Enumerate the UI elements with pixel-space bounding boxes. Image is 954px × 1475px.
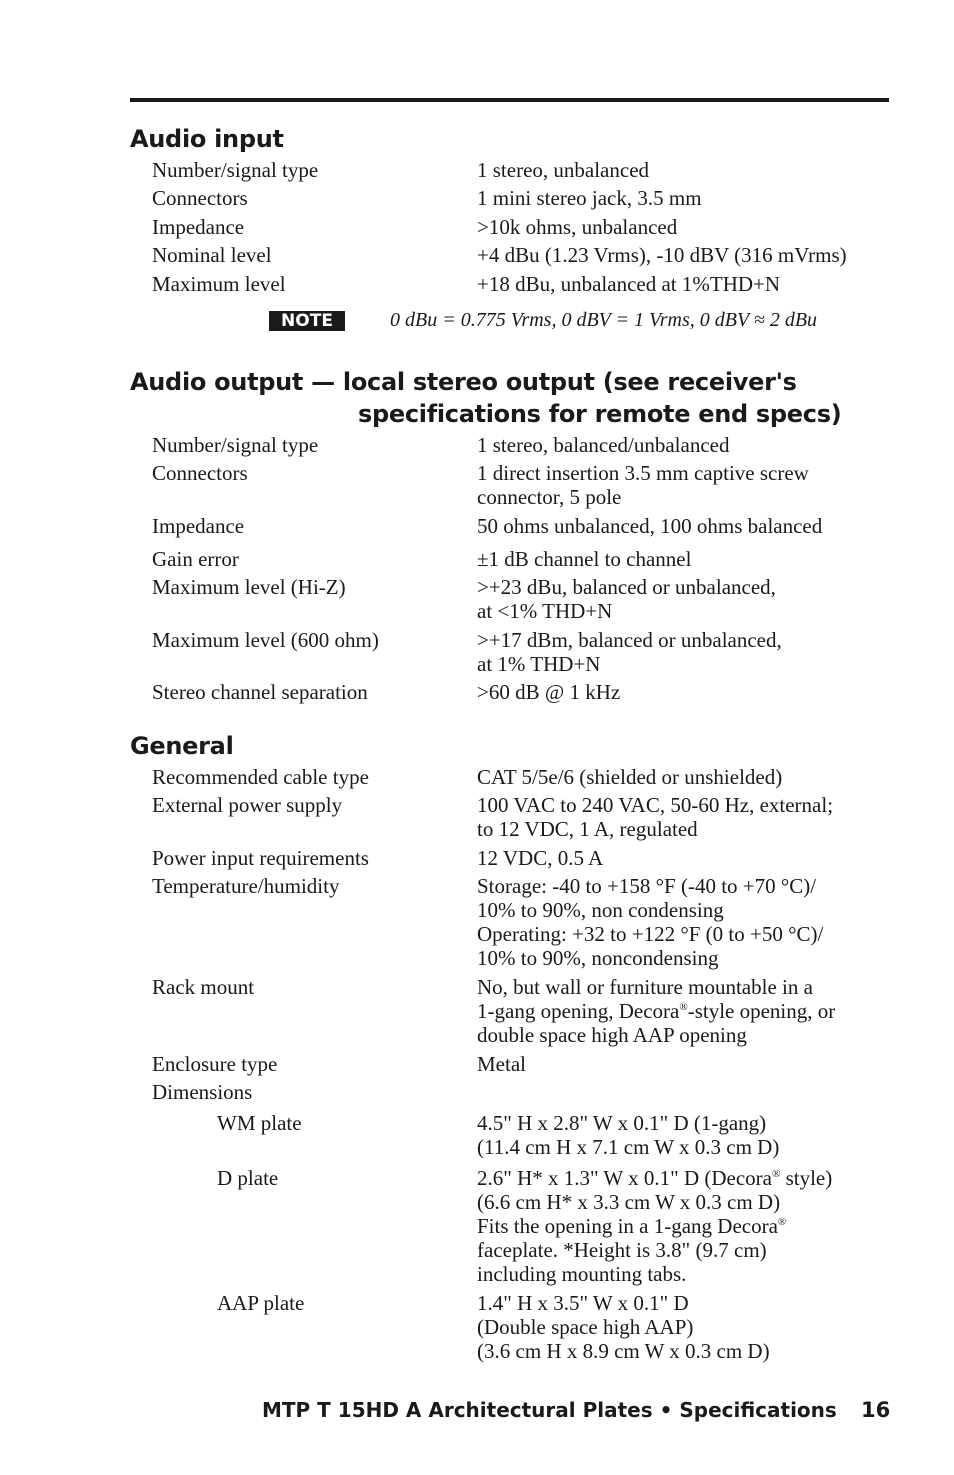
spec-value: (Double space high AAP) — [477, 1315, 694, 1339]
spec-value: 1 stereo, unbalanced — [477, 158, 650, 182]
spec-value: 2.6" H* x 1.3" W x 0.1" D (Decora® style) — [477, 1166, 833, 1190]
audio-output-heading-line1: Audio output — local stereo output (see receiver's — [130, 368, 797, 396]
spec-label: External power supply — [152, 793, 346, 817]
audio-output-heading — [130, 366, 841, 430]
spec-label: Temperature/humidity — [152, 874, 343, 898]
spec-value: 100 VAC to 240 VAC, 50-60 Hz, external; — [477, 793, 834, 817]
spec-value: (3.6 cm H x 8.9 cm W x 0.3 cm D) — [477, 1339, 770, 1363]
spec-label: Impedance — [152, 215, 248, 239]
page-number: 16 — [861, 1398, 891, 1422]
spec-label: WM plate — [217, 1111, 306, 1135]
spec-label: Impedance — [152, 514, 248, 538]
spec-label: Recommended cable type — [152, 765, 373, 789]
spec-value: at <1% THD+N — [477, 599, 613, 623]
note-badge: NOTE — [269, 311, 345, 331]
spec-value: 1 stereo, balanced/unbalanced — [477, 433, 730, 457]
note-text: 0 dBu = 0.775 Vrms, 0 dBV = 1 Vrms, 0 dBV ≈ 2 dBu — [390, 309, 818, 331]
general-heading: General — [130, 732, 234, 760]
audio-input-heading: Audio input — [130, 125, 284, 153]
spec-value: connector, 5 pole — [477, 485, 622, 509]
spec-value: Storage: -40 to +158 °F (-40 to +70 °C)/ — [477, 874, 817, 898]
spec-label: Maximum level (600 ohm) — [152, 628, 383, 652]
spec-value: (11.4 cm H x 7.1 cm W x 0.3 cm D) — [477, 1135, 780, 1159]
spec-value: CAT 5/5e/6 (shielded or unshielded) — [477, 765, 783, 789]
spec-value: >10k ohms, unbalanced — [477, 215, 678, 239]
spec-label: D plate — [217, 1166, 282, 1190]
spec-value: faceplate. *Height is 3.8" (9.7 cm) — [477, 1238, 767, 1262]
top-rule — [130, 98, 889, 102]
spec-label: Stereo channel separation — [152, 680, 372, 704]
spec-label: Number/signal type — [152, 433, 322, 457]
spec-value: 10% to 90%, non condensing — [477, 898, 724, 922]
spec-value: (6.6 cm H* x 3.3 cm W x 0.3 cm D) — [477, 1190, 781, 1214]
spec-label: Maximum level (Hi-Z) — [152, 575, 350, 599]
spec-value: >+23 dBu, balanced or unbalanced, — [477, 575, 776, 599]
spec-value: +18 dBu, unbalanced at 1%THD+N — [477, 272, 781, 296]
spec-value: ±1 dB channel to channel — [477, 547, 692, 571]
spec-label: Connectors — [152, 186, 252, 210]
spec-label: Number/signal type — [152, 158, 322, 182]
note — [269, 311, 869, 335]
spec-value: Fits the opening in a 1-gang Decora® — [477, 1214, 787, 1238]
spec-label: Nominal level — [152, 243, 276, 267]
spec-label: AAP plate — [217, 1291, 308, 1315]
spec-value: +4 dBu (1.23 Vrms), -10 dBV (316 mVrms) — [477, 243, 847, 267]
spec-value: Operating: +32 to +122 °F (0 to +50 °C)/ — [477, 922, 824, 946]
spec-value: to 12 VDC, 1 A, regulated — [477, 817, 698, 841]
spec-value: 1 mini stereo jack, 3.5 mm — [477, 186, 702, 210]
spec-value: Metal — [477, 1052, 526, 1076]
spec-label: Gain error — [152, 547, 243, 571]
spec-label: Rack mount — [152, 975, 258, 999]
spec-value: double space high AAP opening — [477, 1023, 747, 1047]
spec-label: Power input requirements — [152, 846, 373, 870]
spec-value: 4.5" H x 2.8" W x 0.1" D (1-gang) — [477, 1111, 767, 1135]
spec-value: 50 ohms unbalanced, 100 ohms balanced — [477, 514, 823, 538]
spec-label: Enclosure type — [152, 1052, 281, 1076]
spec-label: Maximum level — [152, 272, 290, 296]
footer-title: MTP T 15HD A Architectural Plates • Specifications — [262, 1398, 837, 1422]
spec-value: >+17 dBm, balanced or unbalanced, — [477, 628, 782, 652]
audio-output-heading-line2: specifications for remote end specs) — [358, 400, 842, 428]
spec-value: 10% to 90%, noncondensing — [477, 946, 719, 970]
spec-label: Dimensions — [152, 1080, 253, 1104]
spec-value: >60 dB @ 1 kHz — [477, 680, 621, 704]
spec-value: 12 VDC, 0.5 A — [477, 846, 604, 870]
spec-value: 1 direct insertion 3.5 mm captive screw — [477, 461, 809, 485]
spec-value: 1.4" H x 3.5" W x 0.1" D — [477, 1291, 689, 1315]
spec-label: Connectors — [152, 461, 252, 485]
spec-value: including mounting tabs. — [477, 1262, 687, 1286]
spec-value: 1-gang opening, Decora®-style opening, or — [477, 999, 836, 1023]
spec-value: at 1% THD+N — [477, 652, 601, 676]
spec-value: No, but wall or furniture mountable in a — [477, 975, 813, 999]
